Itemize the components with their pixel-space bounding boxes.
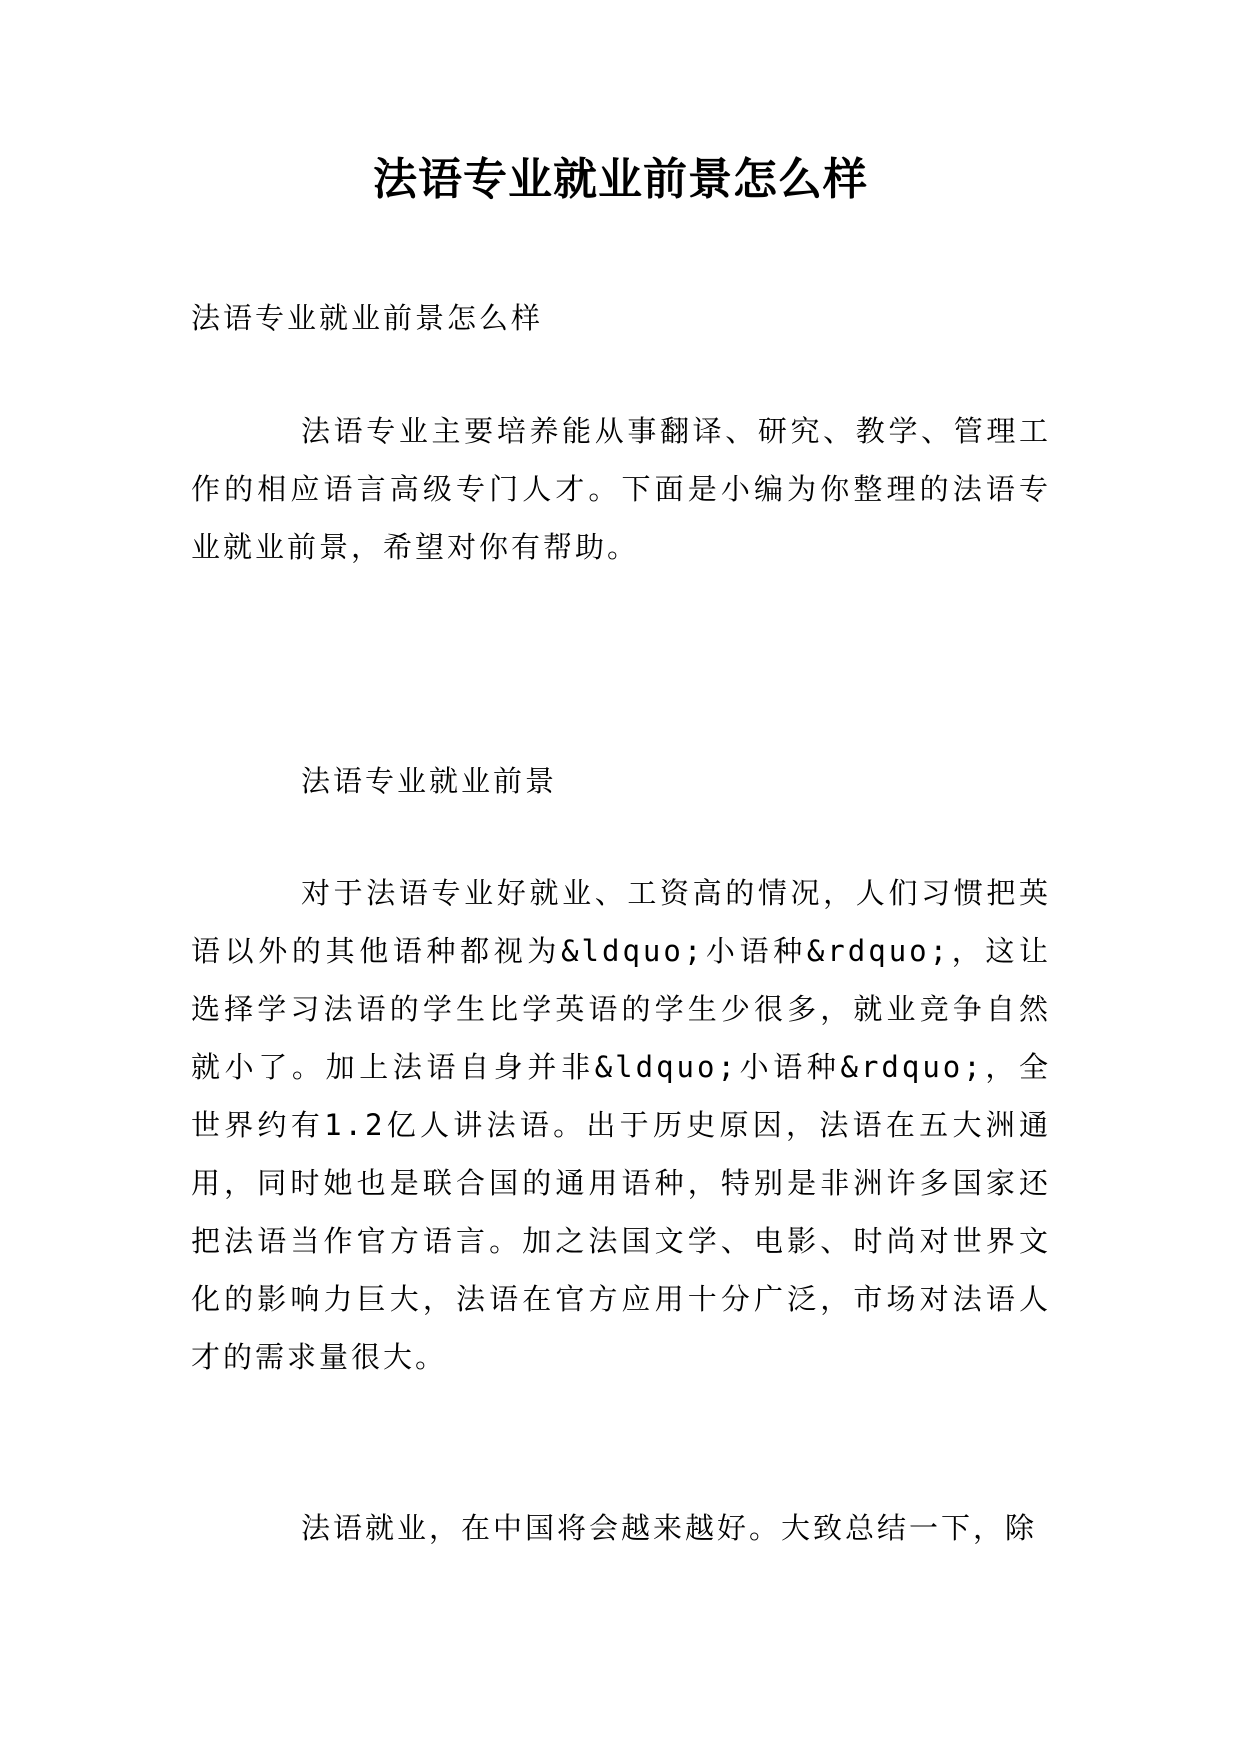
body-paragraph: 法语就业，在中国将会越来越好。大致总结一下，除 bbox=[301, 1511, 1038, 1545]
intro-paragraph: 法语专业主要培养能从事翻译、研究、教学、管理工作的相应语言高级专门人才。下面是小编为你整理的法语专业就业前景，希望对你有帮助。 bbox=[191, 414, 1051, 564]
document-subtitle: 法语专业就业前景怎么样 bbox=[191, 301, 544, 335]
document-title: 法语专业就业前景怎么样 bbox=[373, 154, 868, 205]
body-paragraph: 对于法语专业好就业、工资高的情况，人们习惯把英语以外的其他语种都视为&ldquo;小语种&rdquo;，这让选择学习法语的学生比学英语的学生少很多，就业竞争自然就小了。加上法语自身并非&ldquo;小语种&rdquo;，全世界约有1.2亿人讲法语。出于历史原因，法语在五大洲通用，同时她也是联合国的通用语种，特别是非洲许多国家还把法语当作官方语言。加之法国文学、电影、时尚对世界文化的影响力巨大，法语在官方应用十分广泛，市场对法语人才的需求量很大。 bbox=[191, 876, 1051, 1374]
section-heading: 法语专业就业前景 bbox=[301, 764, 558, 798]
